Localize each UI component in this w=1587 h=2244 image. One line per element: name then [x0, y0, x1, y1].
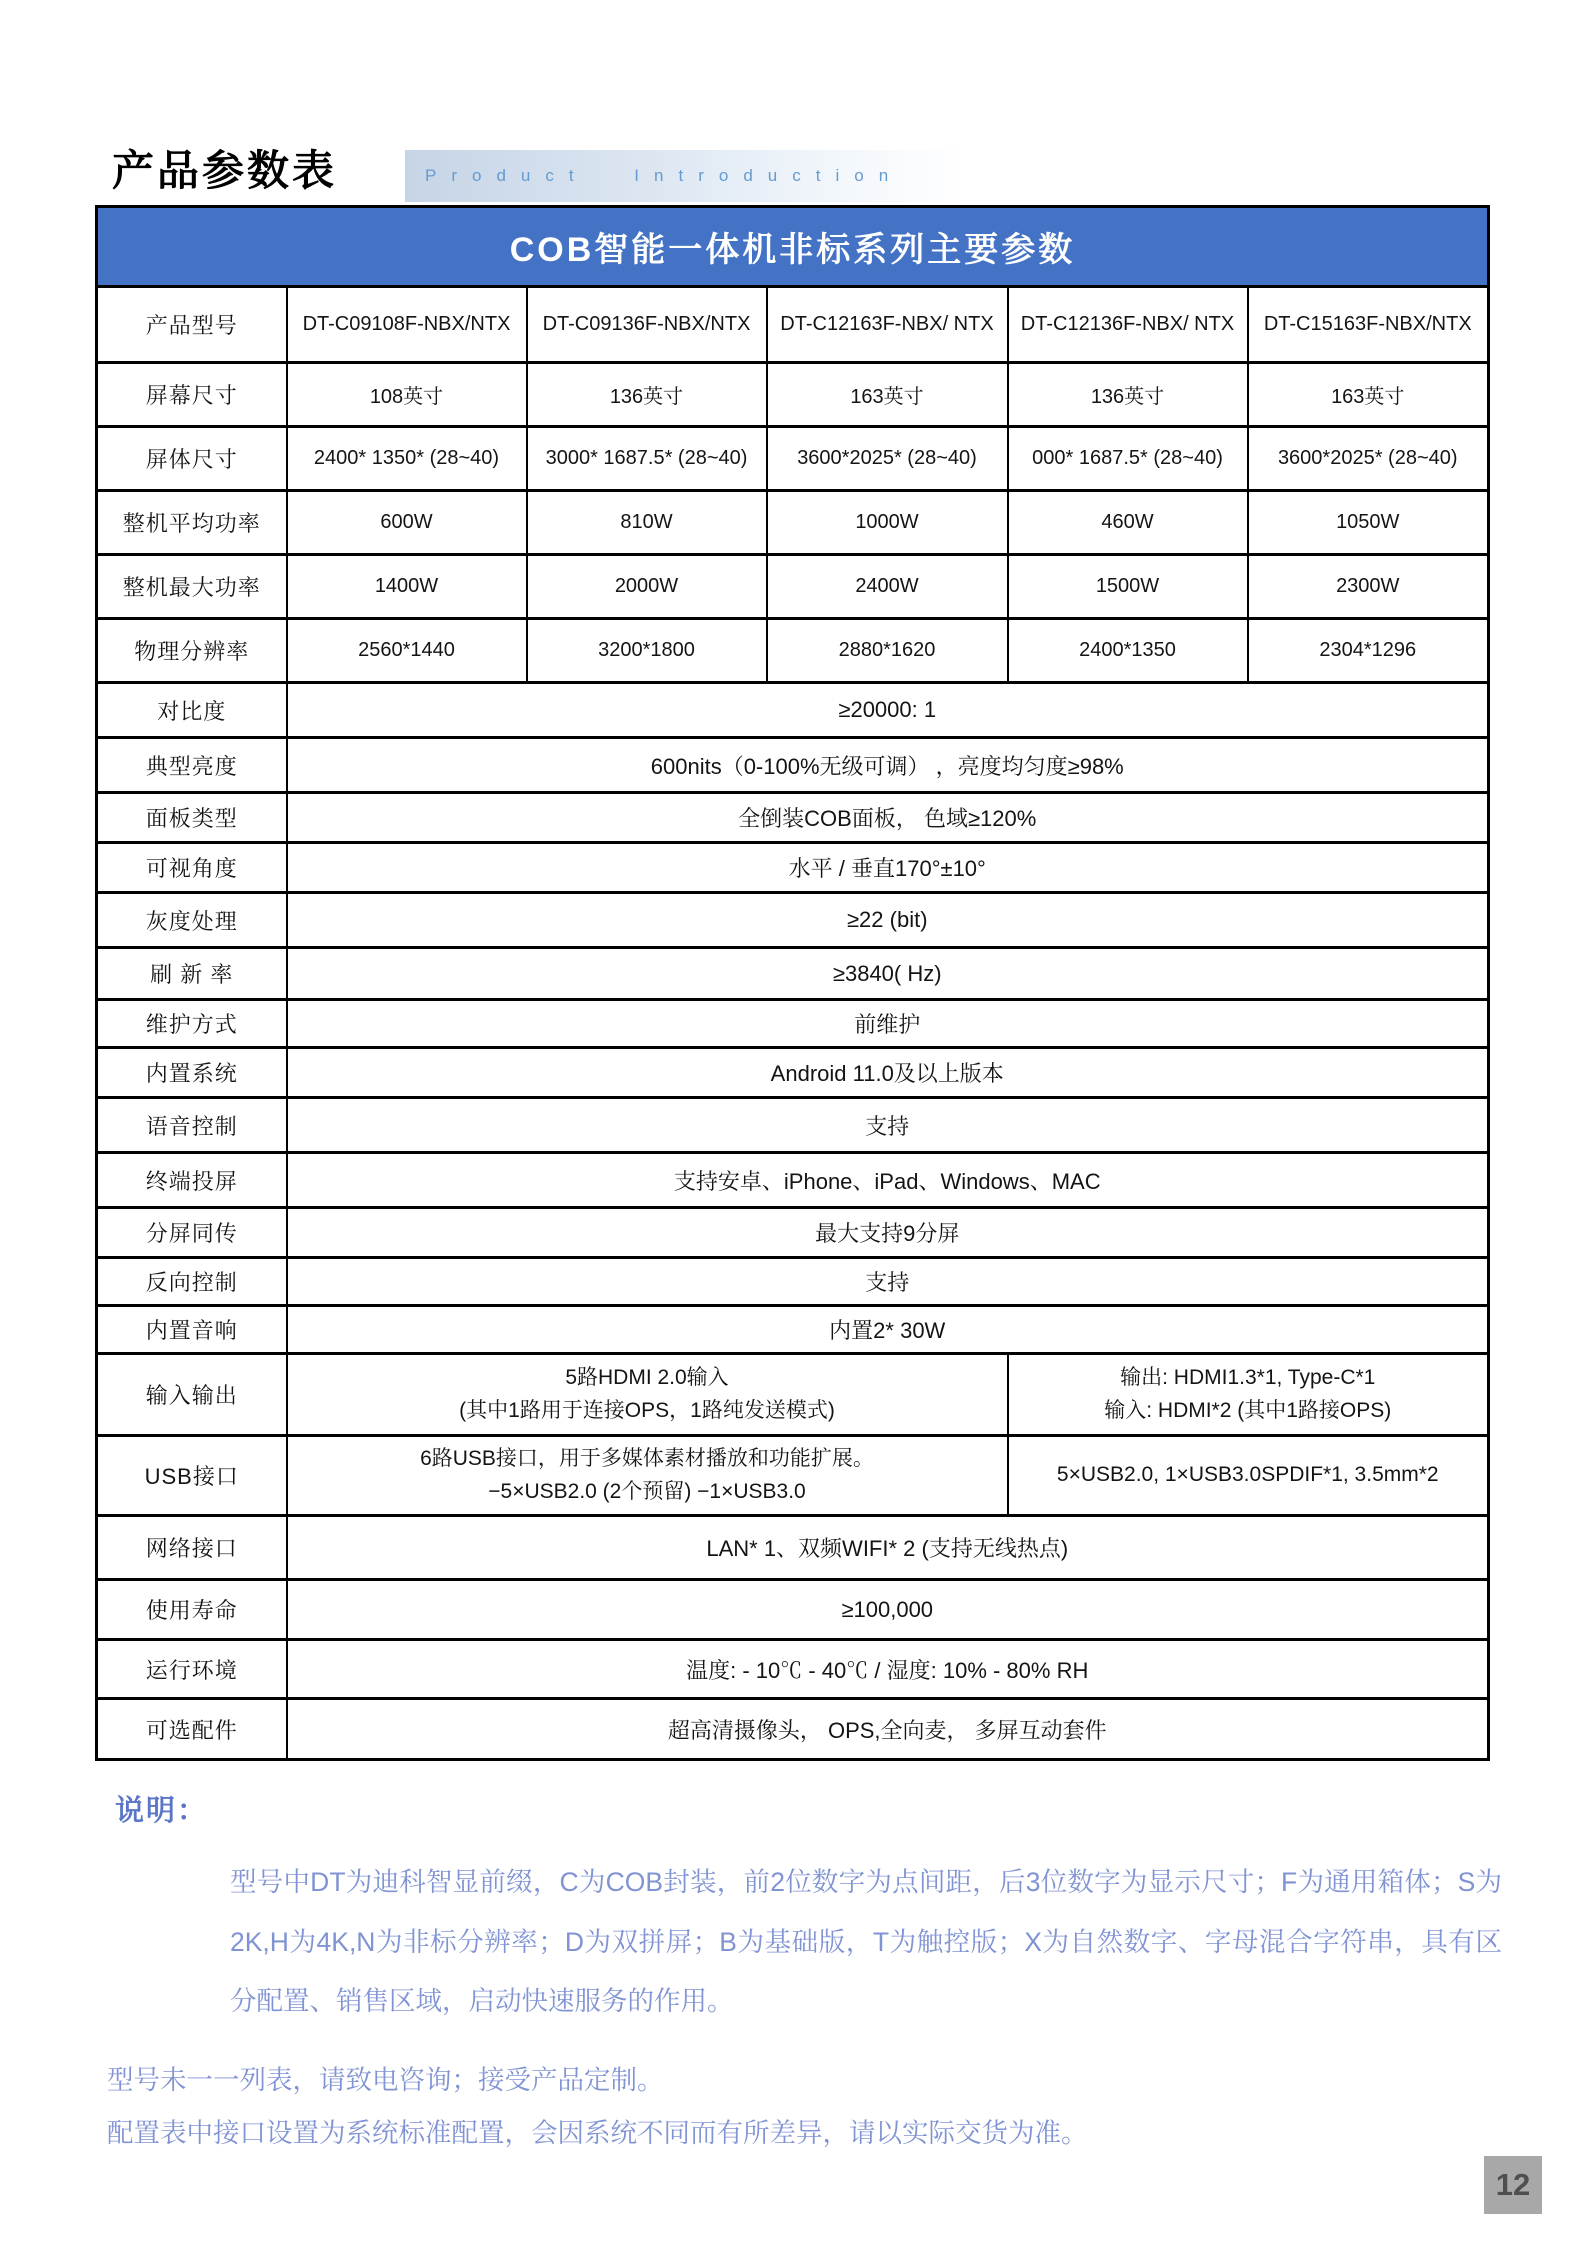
value-cell: 2400* 1350* (28~40)	[287, 427, 527, 491]
value-cell: 810W	[527, 491, 767, 555]
table-row	[97, 1699, 1489, 1760]
io-right-line2: 输入: HDMI*2 (其中1路接OPS)	[1104, 1398, 1392, 1422]
table-row	[97, 1354, 1489, 1436]
table-row	[97, 491, 1489, 555]
spec-table	[95, 205, 1490, 1761]
page-title: 产品参数表	[112, 147, 338, 194]
merged-value-cell: ≥20000: 1	[287, 683, 1489, 738]
row-label: 运行环境	[97, 1640, 287, 1699]
value-cell: 2880*1620	[767, 619, 1008, 683]
row-label: 整机平均功率	[97, 491, 287, 555]
table-row	[97, 1436, 1489, 1516]
table-row	[97, 1640, 1489, 1699]
value-cell: 3600*2025* (28~40)	[767, 427, 1008, 491]
row-label: 刷 新 率	[97, 948, 287, 1000]
value-cell: 000* 1687.5* (28~40)	[1008, 427, 1248, 491]
model-cell: DT-C12163F-NBX/ NTX	[767, 287, 1008, 363]
merged-value-cell: 600nits（0-100%无级可调） ，亮度均匀度≥98%	[287, 738, 1489, 793]
merged-value-cell: 支持安卓、iPhone、iPad、Windows、MAC	[287, 1153, 1489, 1208]
model-cell: DT-C09136F-NBX/NTX	[527, 287, 767, 363]
io-left-line2: (其中1路用于连接OPS，1路纯发送模式)	[459, 1398, 835, 1422]
row-label: 语音控制	[97, 1098, 287, 1153]
merged-value-cell: Android 11.0及以上版本	[287, 1048, 1489, 1098]
usb-left-line1: 6路USB接口，用于多媒体素材播放和功能扩展。	[420, 1446, 874, 1470]
merged-value-cell: ≥3840( Hz)	[287, 948, 1489, 1000]
merged-value-cell: 内置2* 30W	[287, 1306, 1489, 1354]
notes-section	[95, 1788, 1503, 2150]
value-cell: 3000* 1687.5* (28~40)	[527, 427, 767, 491]
table-row	[97, 1048, 1489, 1098]
row-label: 可选配件	[97, 1699, 287, 1760]
usb-right-line1: 5×USB2.0, 1×USB3.0SPDIF*1, 3.5mm*2	[1056, 1463, 1439, 1487]
merged-value-cell: 前维护	[287, 1000, 1489, 1048]
row-label: 屏幕尺寸	[97, 363, 287, 427]
row-label: 内置音响	[97, 1306, 287, 1354]
table-banner-row	[97, 207, 1489, 287]
model-cell: DT-C09108F-NBX/NTX	[287, 287, 527, 363]
notes-paragraph: 型号中DT为迪科智显前缀，C为COB封装，前2位数字为点间距，后3位数字为显示尺寸；F为通用箱体；S为2K,H为4K,N为非标分辨率；D为双拼屏；B为基础版，T为触控版；X为自然数字、字母混合字符串，具有区分配置、销售区域，启动快速服务的作用。	[230, 1867, 1502, 2017]
merged-value-cell: 最大支持9分屏	[287, 1208, 1489, 1258]
value-cell: 163英寸	[767, 363, 1008, 427]
merged-value-cell: 支持	[287, 1098, 1489, 1153]
value-cell: 1000W	[767, 491, 1008, 555]
merged-value-cell: 温度: - 10℃ - 40℃ / 湿度: 10% - 80% RH	[287, 1640, 1489, 1699]
table-row	[97, 1153, 1489, 1208]
value-cell: 163英寸	[1248, 363, 1489, 427]
model-cell: DT-C15163F-NBX/NTX	[1248, 287, 1489, 363]
row-label: 产品型号	[97, 287, 287, 363]
table-row	[97, 287, 1489, 363]
row-label: 使用寿命	[97, 1580, 287, 1640]
value-cell: 2000W	[527, 555, 767, 619]
row-label: 终端投屏	[97, 1153, 287, 1208]
notes-line-config: 配置表中接口设置为系统标准配置，会因系统不同而有所差异，请以实际交货为准。	[107, 2117, 1088, 2148]
table-row	[97, 1516, 1489, 1580]
table-row	[97, 1000, 1489, 1048]
row-label: 可视角度	[97, 843, 287, 893]
table-row	[97, 948, 1489, 1000]
value-cell: 2400*1350	[1008, 619, 1248, 683]
table-row	[97, 1208, 1489, 1258]
value-cell: 3600*2025* (28~40)	[1248, 427, 1489, 491]
value-cell: 2304*1296	[1248, 619, 1489, 683]
merged-value-cell: ≥100,000	[287, 1580, 1489, 1640]
notes-line-custom: 型号未一一列表，请致电咨询；接受产品定制。	[107, 2064, 664, 2095]
usb-left-line2: −5×USB2.0 (2个预留) −1×USB3.0	[488, 1479, 806, 1503]
value-cell: 1050W	[1248, 491, 1489, 555]
table-row	[97, 738, 1489, 793]
io-left-line1: 5路HDMI 2.0输入	[565, 1365, 729, 1389]
merged-value-cell: 水平 / 垂直170°±10°	[287, 843, 1489, 893]
table-row	[97, 555, 1489, 619]
subtitle-strip	[405, 150, 967, 202]
page-number-badge: 12	[1484, 2156, 1542, 2214]
model-cell: DT-C12136F-NBX/ NTX	[1008, 287, 1248, 363]
value-cell: 136英寸	[527, 363, 767, 427]
value-cell: 136英寸	[1008, 363, 1248, 427]
row-label: USB接口	[97, 1436, 287, 1516]
value-cell: 1400W	[287, 555, 527, 619]
table-row	[97, 1580, 1489, 1640]
merged-value-cell: ≥22 (bit)	[287, 893, 1489, 948]
table-row	[97, 793, 1489, 843]
merged-value-cell: 超高清摄像头， OPS,全向麦， 多屏互动套件	[287, 1699, 1489, 1760]
usb-right-cell	[1008, 1436, 1489, 1516]
merged-value-cell: LAN* 1、双频WIFI* 2 (支持无线热点)	[287, 1516, 1489, 1580]
value-cell: 1500W	[1008, 555, 1248, 619]
value-cell: 460W	[1008, 491, 1248, 555]
row-label: 分屏同传	[97, 1208, 287, 1258]
table-banner-title: COB智能一体机非标系列主要参数	[97, 207, 1489, 287]
row-label: 物理分辨率	[97, 619, 287, 683]
value-cell: 2300W	[1248, 555, 1489, 619]
table-row	[97, 1306, 1489, 1354]
value-cell: 600W	[287, 491, 527, 555]
row-label: 反向控制	[97, 1258, 287, 1306]
table-row	[97, 683, 1489, 738]
row-label: 整机最大功率	[97, 555, 287, 619]
io-right-cell	[1008, 1354, 1489, 1436]
notes-heading: 说明：	[115, 1795, 209, 1827]
table-row	[97, 1098, 1489, 1153]
value-cell: 108英寸	[287, 363, 527, 427]
row-label: 网络接口	[97, 1516, 287, 1580]
table-row	[97, 893, 1489, 948]
row-label: 典型亮度	[97, 738, 287, 793]
row-label: 内置系统	[97, 1048, 287, 1098]
merged-value-cell: 支持	[287, 1258, 1489, 1306]
io-right-line1: 输出: HDMI1.3*1, Type-C*1	[1120, 1365, 1376, 1389]
row-label: 灰度处理	[97, 893, 287, 948]
io-left-cell	[287, 1354, 1008, 1436]
row-label: 对比度	[97, 683, 287, 738]
row-label: 面板类型	[97, 793, 287, 843]
table-row	[97, 619, 1489, 683]
merged-value-cell: 全倒装COB面板， 色域≥120%	[287, 793, 1489, 843]
table-row	[97, 427, 1489, 491]
row-label: 维护方式	[97, 1000, 287, 1048]
table-row	[97, 1258, 1489, 1306]
value-cell: 2400W	[767, 555, 1008, 619]
table-row	[97, 363, 1489, 427]
usb-left-cell	[287, 1436, 1008, 1516]
value-cell: 3200*1800	[527, 619, 767, 683]
row-label: 屏体尺寸	[97, 427, 287, 491]
row-label: 输入输出	[97, 1354, 287, 1436]
subtitle-text: Product Introduction	[425, 166, 904, 185]
value-cell: 2560*1440	[287, 619, 527, 683]
table-row	[97, 843, 1489, 893]
